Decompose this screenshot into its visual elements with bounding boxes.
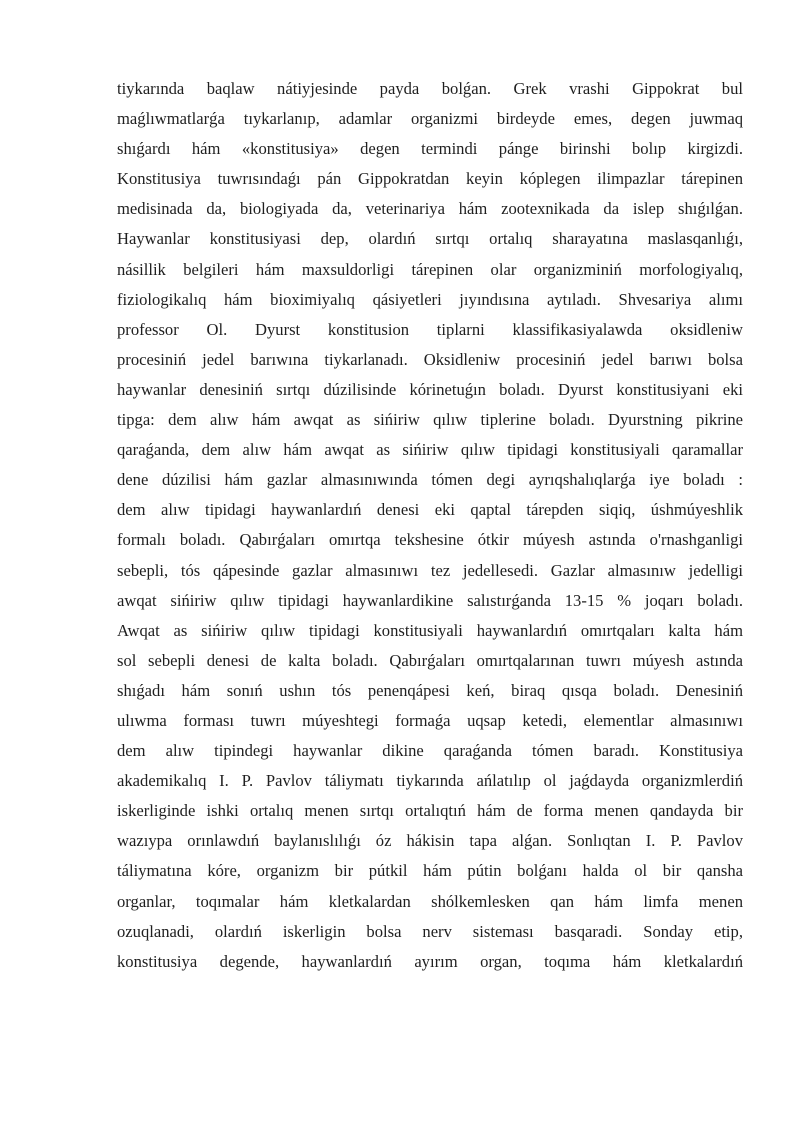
text-line: tiykarında baqlaw nátiyjesinde payda bolǵan. Grek vrashi Gippokrat bul [117, 79, 743, 98]
text-line: akademikalıq I. P. Pavlov táliymatı tiykarında ańlatılıp ol jaǵdayda organizmlerdiń [117, 771, 743, 791]
text-line: organlar, toqımalar hám kletkalardan shólkemlesken qan hám limfa menen [117, 891, 743, 911]
text-line: tipga: dem alıw hám awqat as sińiriw qılıw tiplerine boladı. Dyurstning pikrine [117, 410, 743, 430]
text-line: shıǵadı hám sonıń ushın tós penenqápesi keń, biraq qısqa boladı. Denesiniń [117, 680, 743, 700]
text-line: konstitusiya degende, haywanlardıń ayırım organ, toqıma hám kletkalardıń [117, 951, 743, 971]
text-line: fiziologikalıq hám bioximiyalıq qásiyetleri jıyındısına aytıladı. Shvesariya alımı [117, 289, 743, 309]
text-line: procesiniń jedel barıwına tiykarlanadı. Oksidleniw procesiniń jedel barıwı bolsa [117, 349, 743, 369]
text-line: táliymatına kóre, organizm bir pútkil hám pútin bolǵanı halda ol bir qansha [117, 861, 743, 881]
text-line: maǵlıwmatlarǵa tıykarlanıp, adamlar organizmi birdeyde emes, degen juwmaq [117, 109, 743, 129]
text-line: wazıypa orınlawdıń baylanıslılıǵı óz hákisin tapa alǵan. Sonlıqtan I. P. Pavlov [117, 831, 743, 851]
body-text [117, 74, 743, 977]
text-line: ulıwma forması tuwrı múyeshtegi formaǵa uqsap ketedi, elementlar almasınıwı [117, 710, 743, 730]
text-line: dem alıw tipindegi haywanlar dikine qaraǵanda tómen baradı. Konstitusiya [117, 741, 743, 761]
text-line: haywanlar denesiniń sırtqı dúzilisinde kórinetuǵın boladı. Dyurst konstitusiyani eki [117, 379, 743, 399]
text-line: dene dúzilisi hám gazlar almasınıwında tómen degi ayrıqshalıqlarǵa iye boladı : [117, 470, 743, 490]
text-line: iskerliginde ishki ortalıq menen sırtqı ortalıqtıń hám de forma menen qandayda bir [117, 801, 743, 821]
text-line: ozuqlanadi, olardıń iskerligin bolsa nerv sisteması basqaradi. Sonday etip, [117, 921, 743, 941]
text-line: sebepli, tós qápesinde gazlar almasınıwı tez jedellesedi. Gazlar almasınıw jedelligi [117, 560, 743, 580]
text-line: dem alıw tipidagi haywanlardıń denesi eki qaptal tárepden siqiq, úshmúyeshlik [117, 500, 743, 520]
text-line: professor Ol. Dyurst konstitusion tiplarni klassifikasiyalawda oksidleniw [117, 319, 743, 339]
text-line: medisinada da, biologiyada da, veterinariya hám zootexnikada da islep shıǵılǵan. [117, 199, 743, 219]
text-line: násillik belgileri hám maxsuldorligi tárepinen olar organizminiń morfologiyalıq, [117, 259, 743, 279]
text-line: shıǵardı hám «konstitusiya» degen termindi pánge birinshi bolıp kirgizdi. [117, 139, 743, 159]
text-line: formalı boladı. Qabırǵaları omırtqa tekshesine ótkir múyesh astında o'rnashganligi [117, 530, 743, 550]
text-line: qaraǵanda, dem alıw hám awqat as sińiriw qılıw tipidagi konstitusiyali qaramallar [117, 440, 743, 460]
text-line: Konstitusiya tuwrısındaǵı pán Gippokratdan keyin kóplegen ilimpazlar tárepinen [117, 169, 743, 189]
text-line: awqat sińiriw qılıw tipidagi haywanlardikine salıstırǵanda 13-15 % joqarı boladı. [117, 590, 743, 610]
text-line: Haywanlar konstitusiyasi dep, olardıń sırtqı ortalıq sharayatına maslasqanlıǵı, [117, 229, 743, 249]
text-line: sol sebepli denesi de kalta boladı. Qabırǵaları omırtqalarınan tuwrı múyesh astında [117, 650, 743, 670]
text-line: Awqat as sińiriw qılıw tipidagi konstitusiyali haywanlardıń omırtqaları kalta hám [117, 620, 743, 640]
